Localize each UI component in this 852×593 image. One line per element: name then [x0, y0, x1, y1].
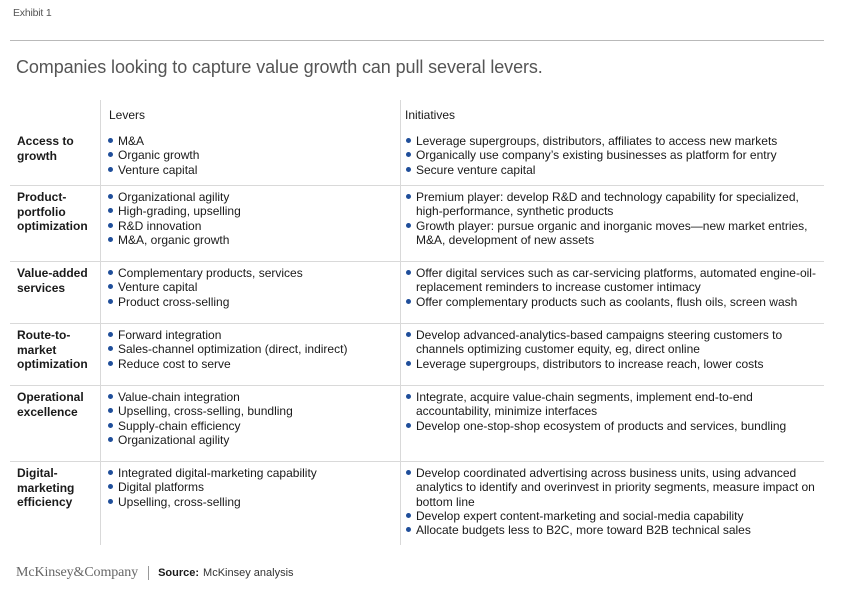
exhibit-label: Exhibit 1: [13, 7, 52, 19]
initiative-item: Leverage supergroups, distributors to increase reach, lower costs: [406, 357, 824, 371]
lever-item: Venture capital: [108, 280, 398, 294]
lever-item: Forward integration: [108, 328, 398, 342]
initiatives-list: [406, 190, 824, 247]
mckinsey-logo: McKinsey&Company: [16, 565, 139, 580]
levers-table: [10, 100, 824, 545]
levers-list: [108, 190, 398, 247]
row-label: Access to growth: [17, 134, 74, 163]
initiative-item: Integrate, acquire value-chain segments, implement end-to-end accountability, minimize interfaces: [406, 390, 824, 419]
table-row: [10, 385, 824, 461]
lever-item: High-grading, upselling: [108, 204, 398, 218]
levers-list: [108, 134, 398, 177]
table-body: [10, 130, 824, 545]
initiative-item: Offer digital services such as car-servicing platforms, automated engine-oil-replacement reminders to increase customer intimacy: [406, 266, 824, 295]
initiative-item: Develop expert content-marketing and social-media capability: [406, 509, 824, 523]
row-label: Value-added services: [17, 266, 88, 295]
top-divider: [10, 40, 824, 41]
row-label: Product-portfolio optimization: [17, 190, 88, 233]
lever-item: M&A, organic growth: [108, 233, 398, 247]
levers-list: [108, 328, 398, 371]
initiative-item: Develop advanced-analytics-based campaigns steering customers to channels optimizing customer equity, eg, direct online: [406, 328, 824, 357]
initiative-item: Secure venture capital: [406, 163, 824, 177]
initiative-item: Develop coordinated advertising across business units, using advanced analytics to identify and overinvest in priority segments, measure impact on bottom line: [406, 466, 824, 509]
table-row: [10, 323, 824, 385]
row-label: Digital-marketing efficiency: [17, 466, 75, 509]
table-row: [10, 461, 824, 545]
lever-item: Integrated digital-marketing capability: [108, 466, 398, 480]
initiatives-column-header: Initiatives: [405, 108, 456, 122]
footer: [16, 565, 294, 581]
initiatives-list: [406, 466, 824, 537]
lever-item: Digital platforms: [108, 480, 398, 494]
initiatives-list: [406, 266, 824, 309]
lever-item: Product cross-selling: [108, 295, 398, 309]
lever-item: Organizational agility: [108, 190, 398, 204]
source-text: McKinsey analysis: [203, 567, 294, 579]
lever-item: R&D innovation: [108, 219, 398, 233]
initiative-item: Leverage supergroups, distributors, affiliates to access new markets: [406, 134, 824, 148]
row-label: Operational excellence: [17, 390, 84, 419]
initiatives-list: [406, 390, 824, 433]
table-row: [10, 130, 824, 185]
initiative-item: Allocate budgets less to B2C, more toward B2B technical sales: [406, 523, 824, 537]
initiatives-list: [406, 134, 824, 177]
footer-separator: [148, 566, 149, 580]
lever-item: Upselling, cross-selling, bundling: [108, 404, 398, 418]
page-title: Companies looking to capture value growth can pull several levers.: [16, 57, 543, 77]
lever-item: M&A: [108, 134, 398, 148]
lever-item: Sales-channel optimization (direct, indirect): [108, 342, 398, 356]
lever-item: Organizational agility: [108, 433, 398, 447]
lever-item: Reduce cost to serve: [108, 357, 398, 371]
initiatives-list: [406, 328, 824, 371]
levers-list: [108, 266, 398, 309]
row-label: Route-to-market optimization: [17, 328, 88, 371]
initiative-item: Organically use company’s existing businesses as platform for entry: [406, 148, 824, 162]
lever-item: Venture capital: [108, 163, 398, 177]
lever-item: Upselling, cross-selling: [108, 495, 398, 509]
initiative-item: Offer complementary products such as coolants, flush oils, screen wash: [406, 295, 824, 309]
table-header: [10, 100, 824, 130]
source-label: Source:: [158, 567, 200, 579]
initiative-item: Develop one-stop-shop ecosystem of products and services, bundling: [406, 419, 824, 433]
levers-list: [108, 390, 398, 447]
initiative-item: Growth player: pursue organic and inorganic moves—new market entries, M&A, development of new assets: [406, 219, 824, 248]
lever-item: Value-chain integration: [108, 390, 398, 404]
table-row: [10, 185, 824, 261]
table-row: [10, 261, 824, 323]
lever-item: Complementary products, services: [108, 266, 398, 280]
initiative-item: Premium player: develop R&D and technology capability for specialized, high-performance, synthetic products: [406, 190, 824, 219]
levers-list: [108, 466, 398, 509]
levers-column-header: Levers: [109, 108, 146, 122]
lever-item: Supply-chain efficiency: [108, 419, 398, 433]
lever-item: Organic growth: [108, 148, 398, 162]
